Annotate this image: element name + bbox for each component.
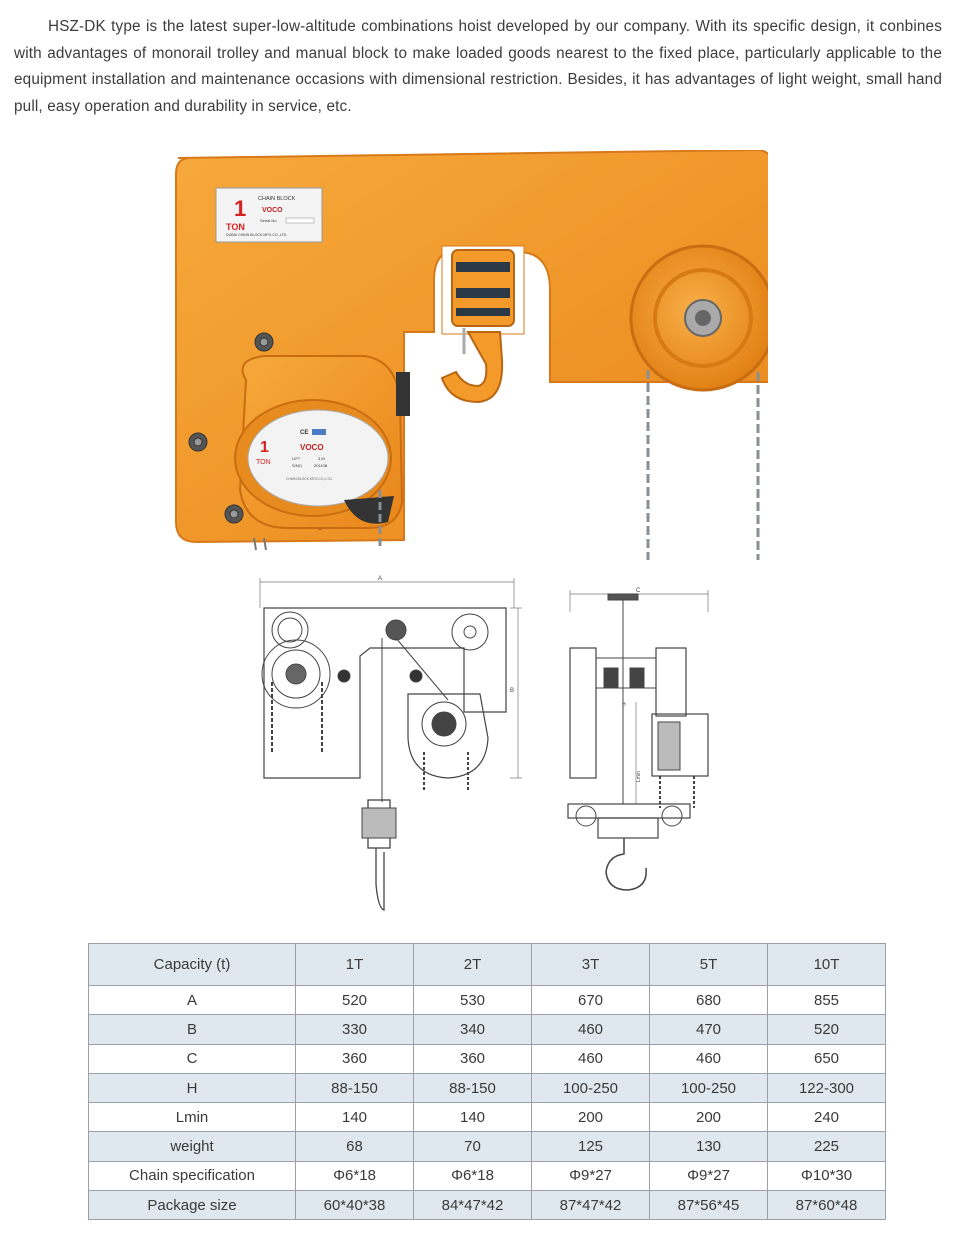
technical-drawing	[248, 572, 728, 917]
table-header-row	[89, 944, 886, 986]
table-cell: 87*56*45	[650, 1191, 768, 1220]
gear-housing	[396, 372, 410, 416]
table-cell: 88-150	[296, 1073, 414, 1102]
plate-serial-label: Serial No.	[260, 218, 278, 223]
block-sno-label: S/NO	[292, 463, 302, 468]
table-row	[89, 1191, 886, 1220]
table-cell: Φ6*18	[414, 1161, 532, 1190]
table-cell: 70	[414, 1132, 532, 1161]
block-lift-value: 3 M	[318, 456, 325, 461]
table-cell: 100-250	[650, 1073, 768, 1102]
dimension-b-label: B	[510, 688, 515, 694]
table-row	[89, 1132, 886, 1161]
hand-chains	[380, 370, 758, 560]
header-cell: 10T	[768, 944, 886, 986]
header-cell: Capacity (t)	[89, 944, 296, 986]
header-cell: 5T	[650, 944, 768, 986]
block-marks: CE	[300, 430, 309, 436]
row-label: A	[89, 986, 296, 1015]
side-view	[568, 588, 708, 890]
hand-wheel	[631, 246, 768, 390]
block-maker: CHAIN BLOCK MFG.CO.,LTD.	[286, 477, 333, 481]
row-label: Package size	[89, 1191, 296, 1220]
table-cell: 130	[650, 1132, 768, 1161]
plate-capacity-unit: TON	[226, 222, 245, 232]
row-label: weight	[89, 1132, 296, 1161]
intro-text: HSZ-DK type is the latest super-low-altitude combinations hoist developed by our company. With its specific design, it conbines with advantages of monorail trolley and manual block to make loaded goods nearest to the fixed place, particularly applicable to the equipment installation and maintenance occasions with dimensional restriction. Besides, it has advantages of light weight, small hand pull, easy operation and durability in service, etc.	[14, 18, 942, 115]
specification-table	[88, 943, 886, 1220]
table-cell: 650	[768, 1044, 886, 1073]
block-sno-value: 201108	[314, 463, 328, 468]
table-cell: 340	[414, 1015, 532, 1044]
table-cell: 460	[650, 1044, 768, 1073]
hoist-photo	[168, 150, 768, 560]
row-label: Lmin	[89, 1103, 296, 1132]
table-cell: 84*47*42	[414, 1191, 532, 1220]
table-cell: 360	[414, 1044, 532, 1073]
table-cell: 330	[296, 1015, 414, 1044]
table-cell: 140	[296, 1103, 414, 1132]
table-cell: 87*60*48	[768, 1191, 886, 1220]
table-cell: 87*47*42	[532, 1191, 650, 1220]
table-cell: 140	[414, 1103, 532, 1132]
table-cell: 200	[532, 1103, 650, 1132]
table-cell: 100-250	[532, 1073, 650, 1102]
dimension-c-label: C	[636, 588, 641, 594]
table-cell: 460	[532, 1044, 650, 1073]
table-cell: 520	[296, 986, 414, 1015]
table-cell: 125	[532, 1132, 650, 1161]
hook	[442, 332, 502, 402]
table-cell: 60*40*38	[296, 1191, 414, 1220]
row-label: H	[89, 1073, 296, 1102]
plate-brand: VOCO	[262, 207, 283, 214]
table-cell: Φ9*27	[650, 1161, 768, 1190]
intro-paragraph	[14, 14, 942, 120]
table-cell: 68	[296, 1132, 414, 1161]
table-cell: Φ9*27	[532, 1161, 650, 1190]
name-plate	[216, 188, 322, 242]
block-brand: VOCO	[300, 443, 324, 452]
header-cell: 3T	[532, 944, 650, 986]
plate-title: CHAIN BLOCK	[258, 196, 296, 202]
row-label: Chain specification	[89, 1161, 296, 1190]
table-cell: 88-150	[414, 1073, 532, 1102]
table-cell: 470	[650, 1015, 768, 1044]
table-cell: 530	[414, 986, 532, 1015]
row-label: C	[89, 1044, 296, 1073]
table-cell: 225	[768, 1132, 886, 1161]
block-lift-label: LIFT	[292, 456, 301, 461]
table-row	[89, 1015, 886, 1044]
table-cell: Φ6*18	[296, 1161, 414, 1190]
table-cell: 240	[768, 1103, 886, 1132]
table-cell: 670	[532, 986, 650, 1015]
table-cell: 855	[768, 986, 886, 1015]
table-row	[89, 1073, 886, 1102]
plate-capacity-number: 1	[234, 196, 247, 221]
plate-maker: DUBAI CHAIN BLOCK MFG.CO.,LTD.	[226, 233, 288, 237]
table-cell: 122-300	[768, 1073, 886, 1102]
table-cell: 680	[650, 986, 768, 1015]
block-capacity-number: 1	[260, 439, 269, 456]
header-cell: 1T	[296, 944, 414, 986]
table-row	[89, 1044, 886, 1073]
header-cell: 2T	[414, 944, 532, 986]
trolley-hook-assembly	[442, 246, 524, 402]
dimension-a-label: A	[378, 576, 383, 582]
row-label: B	[89, 1015, 296, 1044]
table-cell: Φ10*30	[768, 1161, 886, 1190]
dimension-h-label: H	[622, 702, 626, 708]
table-row	[89, 1103, 886, 1132]
table-row	[89, 1161, 886, 1190]
block-capacity-unit: TON	[256, 459, 271, 466]
block-label	[248, 410, 388, 506]
table-cell: 200	[650, 1103, 768, 1132]
dimension-lmin-label: Lmin	[636, 771, 642, 782]
table-row	[89, 986, 886, 1015]
front-view	[260, 576, 522, 910]
table-cell: 360	[296, 1044, 414, 1073]
table-cell: 460	[532, 1015, 650, 1044]
table-cell: 520	[768, 1015, 886, 1044]
